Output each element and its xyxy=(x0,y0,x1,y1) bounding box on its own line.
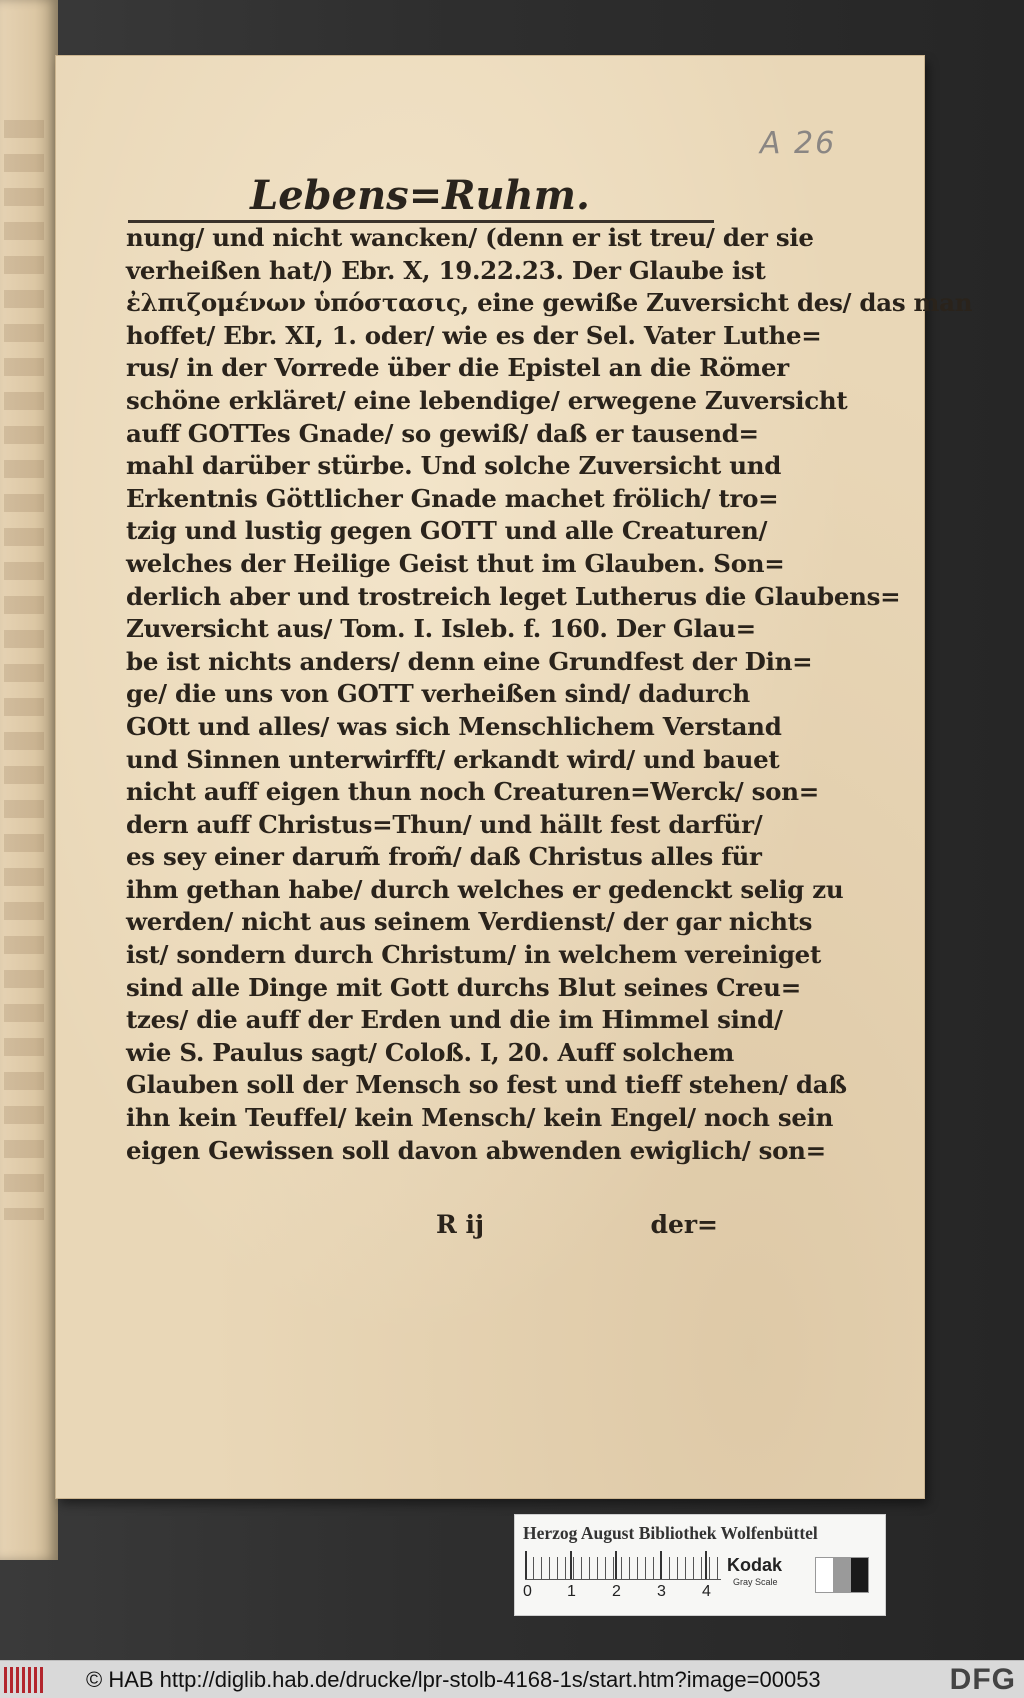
previous-page-edge xyxy=(0,0,58,1560)
library-name: Herzog August Bibliothek Wolfenbüttel xyxy=(523,1523,818,1543)
credit-url[interactable]: © HAB http://diglib.hab.de/drucke/lpr-stolb-4168-1s/start.htm?image=00053 xyxy=(86,1667,821,1692)
text-line: rus/ in der Vorrede über die Epistel an die Römer xyxy=(126,353,789,383)
text-line: tzes/ die auff der Erden und die im Himmel sind/ xyxy=(126,1005,783,1035)
pencil-shelfmark: A 26 xyxy=(760,126,837,161)
ruler-number: 1 xyxy=(567,1583,576,1600)
text-line: hoffet/ Ebr. XI, 1. oder/ wie es der Sel. Vater Luthe= xyxy=(126,320,822,350)
dfg-logo: DFG xyxy=(949,1663,1016,1696)
text-line: Glauben soll der Mensch so fest und tieff stehen/ daß xyxy=(126,1070,847,1100)
scale-ruler-major-ticks xyxy=(525,1551,721,1579)
hab-logo-icon xyxy=(4,1667,46,1693)
text-line: derlich aber und trostreich leget Lutherus die Glaubens= xyxy=(126,581,901,611)
text-line: nicht auff eigen thun noch Creaturen=Werck/ son= xyxy=(126,777,819,807)
text-line: und Sinnen unterwirfft/ erkandt wird/ und bauet xyxy=(126,744,780,774)
text-line: ihn kein Teuffel/ kein Mensch/ kein Engel/ noch sein xyxy=(126,1103,834,1133)
text-line: ihm gethan habe/ durch welches er gedenckt selig zu xyxy=(126,874,844,904)
text-line: sind alle Dinge mit Gott durchs Blut seines Creu= xyxy=(126,972,801,1002)
text-line: eigen Gewissen soll davon abwenden ewiglich/ son= xyxy=(126,1135,826,1165)
ruler-number: 3 xyxy=(657,1583,666,1600)
gray-scale-label: Gray Scale xyxy=(733,1577,778,1587)
text-line: ist/ sondern durch Christum/ in welchem vereiniget xyxy=(126,940,821,970)
footer-bar xyxy=(0,1660,1024,1698)
text-line: ge/ die uns von GOTT verheißen sind/ dadurch xyxy=(126,679,750,709)
text-line: schöne erkläret/ eine lebendige/ erwegene Zuversicht xyxy=(126,385,848,415)
text-line: werden/ nicht aus seinem Verdienst/ der gar nichts xyxy=(126,907,813,937)
gray-patches xyxy=(815,1557,869,1593)
text-line: welches der Heilige Geist thut im Glauben. Son= xyxy=(126,548,785,578)
text-line: tzig und lustig gegen GOTT und alle Creaturen/ xyxy=(126,516,768,546)
catchword: der= xyxy=(650,1210,718,1239)
text-line: es sey einer darum̃ from̃/ daß Christus alles für xyxy=(126,842,762,872)
text-line: wie S. Paulus sagt/ Coloß. I, 20. Auff solchem xyxy=(126,1037,735,1067)
ruler-number: 0 xyxy=(523,1583,532,1600)
text-line: GOtt und alles/ was sich Menschlichem Verstand xyxy=(126,711,782,741)
running-head: Lebens=Ruhm. xyxy=(250,172,590,219)
text-line: verheißen hat/) Ebr. X, 19.22.23. Der Glaube ist xyxy=(126,255,766,285)
color-calibration-card xyxy=(514,1514,886,1616)
text-line: nung/ und nicht wancken/ (denn er ist treu/ der sie xyxy=(126,223,814,252)
text-line: mahl darüber stürbe. Und solche Zuversicht und xyxy=(126,451,782,481)
text-line: ἐλπιζομένων ὑπόστασις, eine gewiße Zuversicht des/ das man xyxy=(126,288,973,318)
bleed-through-text xyxy=(4,120,44,1220)
body-text xyxy=(126,222,973,1167)
text-line: dern auff Christus=Thun/ und hällt fest darfür/ xyxy=(126,809,763,839)
text-line: auff GOTTes Gnade/ so gewiß/ daß er tausend= xyxy=(126,418,759,448)
text-line: be ist nichts anders/ denn eine Grundfest der Din= xyxy=(126,646,813,676)
ruler-number: 4 xyxy=(702,1583,711,1600)
text-line: Erkentnis Göttlicher Gnade machet frölich/ tro= xyxy=(126,483,779,513)
ruler-number: 2 xyxy=(612,1583,621,1600)
kodak-brand: Kodak xyxy=(727,1555,783,1575)
signature-mark: R ij xyxy=(436,1210,485,1239)
signature-row xyxy=(126,1210,718,1244)
text-line: Zuversicht aus/ Tom. I. Isleb. f. 160. Der Glau= xyxy=(126,614,756,644)
